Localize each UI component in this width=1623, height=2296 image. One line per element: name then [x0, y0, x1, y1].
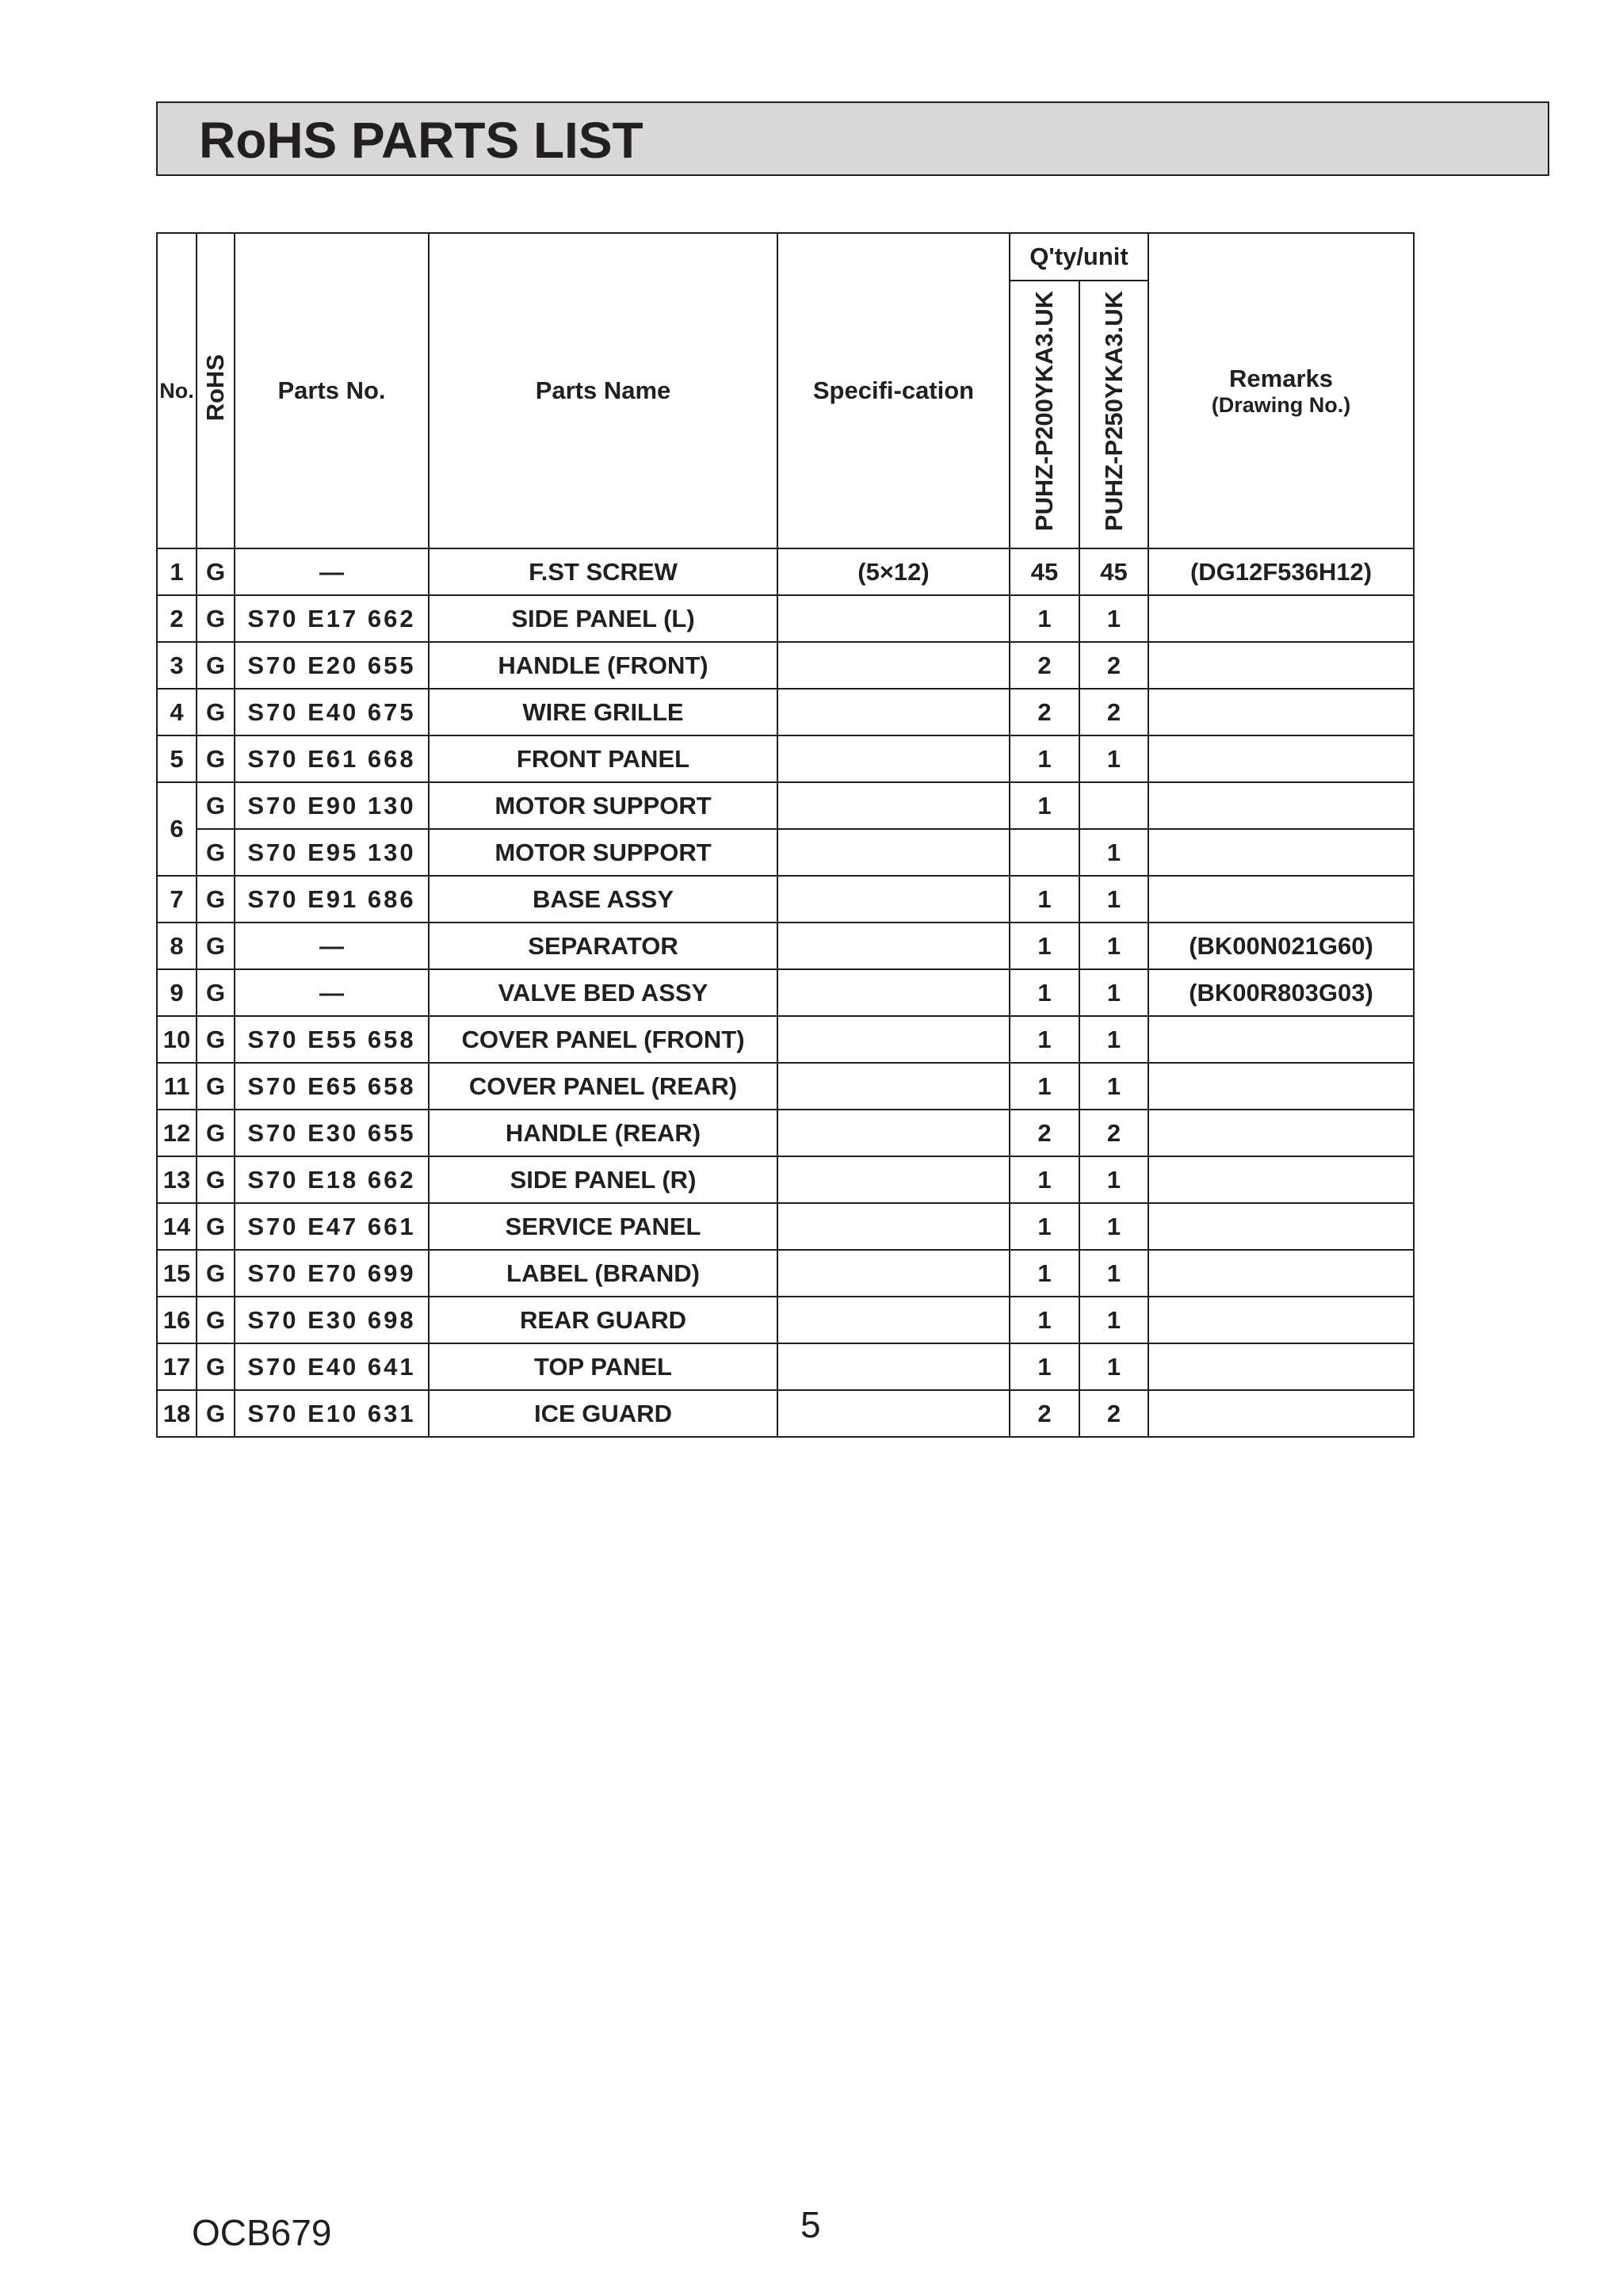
cell-qty-1: 45 [1010, 548, 1079, 595]
cell-remarks [1148, 1343, 1414, 1390]
cell-parts-name: HANDLE (FRONT) [429, 642, 777, 689]
cell-rohs: G [197, 1110, 235, 1156]
table-row [157, 969, 1414, 1016]
header-parts-name: Parts Name [429, 233, 777, 548]
cell-parts-no: S70 E91 686 [235, 876, 429, 923]
cell-rohs: G [197, 1156, 235, 1203]
table-row [157, 1110, 1414, 1156]
cell-qty-2: 1 [1079, 1156, 1148, 1203]
table-row [157, 1156, 1414, 1203]
cell-parts-name: MOTOR SUPPORT [429, 782, 777, 829]
header-model-2-label: PUHZ-P250YKA3.UK [1099, 291, 1128, 532]
cell-rohs: G [197, 1016, 235, 1063]
cell-qty-1: 1 [1010, 1156, 1079, 1203]
cell-remarks [1148, 829, 1414, 876]
cell-qty-1: 1 [1010, 1297, 1079, 1343]
cell-qty-2: 1 [1079, 923, 1148, 969]
cell-remarks [1148, 689, 1414, 735]
cell-no: 4 [157, 689, 197, 735]
cell-parts-name: SERVICE PANEL [429, 1203, 777, 1250]
cell-parts-name: SIDE PANEL (L) [429, 595, 777, 642]
cell-qty-1: 1 [1010, 782, 1079, 829]
cell-remarks [1148, 1390, 1414, 1437]
cell-remarks [1148, 1016, 1414, 1063]
cell-parts-no: S70 E10 631 [235, 1390, 429, 1437]
header-model-1 [1010, 281, 1079, 548]
cell-remarks [1148, 1203, 1414, 1250]
cell-spec [777, 1390, 1010, 1437]
cell-qty-2: 1 [1079, 595, 1148, 642]
cell-spec [777, 595, 1010, 642]
cell-rohs: G [197, 689, 235, 735]
cell-spec [777, 829, 1010, 876]
cell-no: 7 [157, 876, 197, 923]
cell-rohs: G [197, 1390, 235, 1437]
cell-spec [777, 1063, 1010, 1110]
cell-parts-name: COVER PANEL (FRONT) [429, 1016, 777, 1063]
cell-parts-name: WIRE GRILLE [429, 689, 777, 735]
cell-qty-2: 1 [1079, 829, 1148, 876]
cell-no: 8 [157, 923, 197, 969]
cell-spec [777, 782, 1010, 829]
cell-parts-no: S70 E40 641 [235, 1343, 429, 1390]
cell-parts-name: REAR GUARD [429, 1297, 777, 1343]
cell-qty-2 [1079, 782, 1148, 829]
cell-parts-name: ICE GUARD [429, 1390, 777, 1437]
header-remarks [1148, 233, 1414, 548]
cell-spec [777, 689, 1010, 735]
cell-qty-2: 2 [1079, 1110, 1148, 1156]
cell-rohs: G [197, 1343, 235, 1390]
cell-no: 17 [157, 1343, 197, 1390]
cell-spec [777, 1297, 1010, 1343]
cell-spec [777, 1343, 1010, 1390]
header-model-1-label: PUHZ-P200YKA3.UK [1030, 291, 1058, 532]
cell-parts-no: S70 E18 662 [235, 1156, 429, 1203]
cell-rohs: G [197, 735, 235, 782]
cell-qty-2: 45 [1079, 548, 1148, 595]
cell-parts-name: SIDE PANEL (R) [429, 1156, 777, 1203]
cell-rohs: G [197, 1297, 235, 1343]
table-row [157, 595, 1414, 642]
cell-spec [777, 642, 1010, 689]
cell-spec [777, 1110, 1010, 1156]
header-no: No. [157, 233, 197, 548]
table-row [157, 782, 1414, 829]
cell-rohs: G [197, 1203, 235, 1250]
table-row [157, 1016, 1414, 1063]
cell-rohs: G [197, 642, 235, 689]
cell-qty-2: 1 [1079, 969, 1148, 1016]
cell-rohs: G [197, 923, 235, 969]
cell-qty-1: 1 [1010, 923, 1079, 969]
cell-qty-2: 2 [1079, 689, 1148, 735]
table-row [157, 1063, 1414, 1110]
cell-no: 16 [157, 1297, 197, 1343]
table-row [157, 1203, 1414, 1250]
cell-remarks [1148, 1156, 1414, 1203]
cell-no: 12 [157, 1110, 197, 1156]
cell-remarks [1148, 642, 1414, 689]
parts-table [156, 232, 1415, 1438]
cell-qty-1: 2 [1010, 1390, 1079, 1437]
cell-no: 18 [157, 1390, 197, 1437]
table-row [157, 735, 1414, 782]
cell-qty-1: 1 [1010, 1343, 1079, 1390]
cell-qty-2: 1 [1079, 1063, 1148, 1110]
cell-qty-1: 2 [1010, 1110, 1079, 1156]
cell-spec [777, 876, 1010, 923]
cell-parts-no: S70 E40 675 [235, 689, 429, 735]
cell-remarks: (DG12F536H12) [1148, 548, 1414, 595]
cell-qty-1: 1 [1010, 1063, 1079, 1110]
table-row [157, 829, 1414, 876]
cell-parts-no: — [235, 548, 429, 595]
header-parts-no: Parts No. [235, 233, 429, 548]
cell-qty-2: 2 [1079, 642, 1148, 689]
table-row [157, 1390, 1414, 1437]
cell-parts-no: — [235, 969, 429, 1016]
cell-spec [777, 1016, 1010, 1063]
cell-remarks [1148, 595, 1414, 642]
cell-parts-name: FRONT PANEL [429, 735, 777, 782]
cell-parts-no: S70 E20 655 [235, 642, 429, 689]
cell-no: 13 [157, 1156, 197, 1203]
cell-parts-name: F.ST SCREW [429, 548, 777, 595]
header-spec: Specifi-cation [777, 233, 1010, 548]
cell-remarks [1148, 1297, 1414, 1343]
cell-no: 10 [157, 1016, 197, 1063]
header-model-2 [1079, 281, 1148, 548]
cell-rohs: G [197, 1063, 235, 1110]
cell-spec [777, 735, 1010, 782]
table-row [157, 923, 1414, 969]
cell-qty-1: 2 [1010, 689, 1079, 735]
cell-remarks [1148, 1063, 1414, 1110]
cell-qty-1: 2 [1010, 642, 1079, 689]
cell-qty-1: 1 [1010, 735, 1079, 782]
cell-qty-2: 1 [1079, 876, 1148, 923]
cell-qty-2: 1 [1079, 1343, 1148, 1390]
cell-rohs: G [197, 548, 235, 595]
cell-rohs: G [197, 969, 235, 1016]
cell-qty-1 [1010, 829, 1079, 876]
cell-parts-name: BASE ASSY [429, 876, 777, 923]
cell-qty-2: 1 [1079, 735, 1148, 782]
cell-qty-2: 1 [1079, 1016, 1148, 1063]
cell-parts-name: VALVE BED ASSY [429, 969, 777, 1016]
cell-qty-2: 1 [1079, 1203, 1148, 1250]
cell-parts-no: S70 E61 668 [235, 735, 429, 782]
cell-parts-no: — [235, 923, 429, 969]
header-qty-unit: Q'ty/unit [1010, 233, 1148, 281]
cell-no: 1 [157, 548, 197, 595]
header-remarks-label: Remarks [1229, 364, 1333, 392]
cell-qty-1: 1 [1010, 876, 1079, 923]
cell-qty-2: 1 [1079, 1250, 1148, 1297]
cell-parts-no: S70 E47 661 [235, 1203, 429, 1250]
cell-parts-no: S70 E90 130 [235, 782, 429, 829]
cell-remarks [1148, 735, 1414, 782]
title-bar [156, 101, 1549, 176]
cell-qty-1: 1 [1010, 1203, 1079, 1250]
page-number: 5 [800, 2204, 821, 2245]
cell-no: 9 [157, 969, 197, 1016]
cell-parts-name: HANDLE (REAR) [429, 1110, 777, 1156]
cell-parts-no: S70 E17 662 [235, 595, 429, 642]
cell-parts-no: S70 E55 658 [235, 1016, 429, 1063]
cell-rohs: G [197, 782, 235, 829]
cell-no: 2 [157, 595, 197, 642]
cell-parts-name: SEPARATOR [429, 923, 777, 969]
cell-no: 3 [157, 642, 197, 689]
cell-no: 6 [157, 782, 197, 876]
cell-qty-1: 1 [1010, 1250, 1079, 1297]
cell-no: 15 [157, 1250, 197, 1297]
cell-spec [777, 923, 1010, 969]
cell-rohs: G [197, 876, 235, 923]
cell-remarks [1148, 1250, 1414, 1297]
cell-spec [777, 1250, 1010, 1297]
table-row [157, 548, 1414, 595]
table-row [157, 1250, 1414, 1297]
table-row [157, 876, 1414, 923]
cell-parts-no: S70 E65 658 [235, 1063, 429, 1110]
cell-parts-name: LABEL (BRAND) [429, 1250, 777, 1297]
cell-remarks [1148, 782, 1414, 829]
cell-remarks: (BK00R803G03) [1148, 969, 1414, 1016]
cell-remarks [1148, 876, 1414, 923]
cell-rohs: G [197, 595, 235, 642]
header-rohs [197, 233, 235, 548]
table-row [157, 1297, 1414, 1343]
cell-qty-1: 1 [1010, 595, 1079, 642]
cell-spec [777, 969, 1010, 1016]
cell-parts-no: S70 E70 699 [235, 1250, 429, 1297]
cell-spec [777, 1156, 1010, 1203]
cell-remarks: (BK00N021G60) [1148, 923, 1414, 969]
page-title: RoHS PARTS LIST [199, 112, 643, 169]
cell-rohs: G [197, 1250, 235, 1297]
cell-parts-name: MOTOR SUPPORT [429, 829, 777, 876]
cell-parts-no: S70 E30 698 [235, 1297, 429, 1343]
cell-no: 11 [157, 1063, 197, 1110]
table-row [157, 1343, 1414, 1390]
cell-parts-no: S70 E30 655 [235, 1110, 429, 1156]
cell-parts-name: TOP PANEL [429, 1343, 777, 1390]
cell-qty-1: 1 [1010, 1016, 1079, 1063]
cell-no: 5 [157, 735, 197, 782]
header-remarks-sub: (Drawing No.) [1211, 392, 1351, 417]
table-row [157, 642, 1414, 689]
cell-qty-2: 2 [1079, 1390, 1148, 1437]
cell-no: 14 [157, 1203, 197, 1250]
table-row [157, 689, 1414, 735]
cell-spec [777, 1203, 1010, 1250]
header-rohs-label: RoHS [201, 353, 229, 422]
cell-rohs: G [197, 829, 235, 876]
cell-parts-name: COVER PANEL (REAR) [429, 1063, 777, 1110]
cell-qty-1: 1 [1010, 969, 1079, 1016]
cell-remarks [1148, 1110, 1414, 1156]
cell-spec: (5×12) [777, 548, 1010, 595]
cell-qty-2: 1 [1079, 1297, 1148, 1343]
cell-parts-no: S70 E95 130 [235, 829, 429, 876]
document-code: OCB679 [192, 2212, 332, 2253]
